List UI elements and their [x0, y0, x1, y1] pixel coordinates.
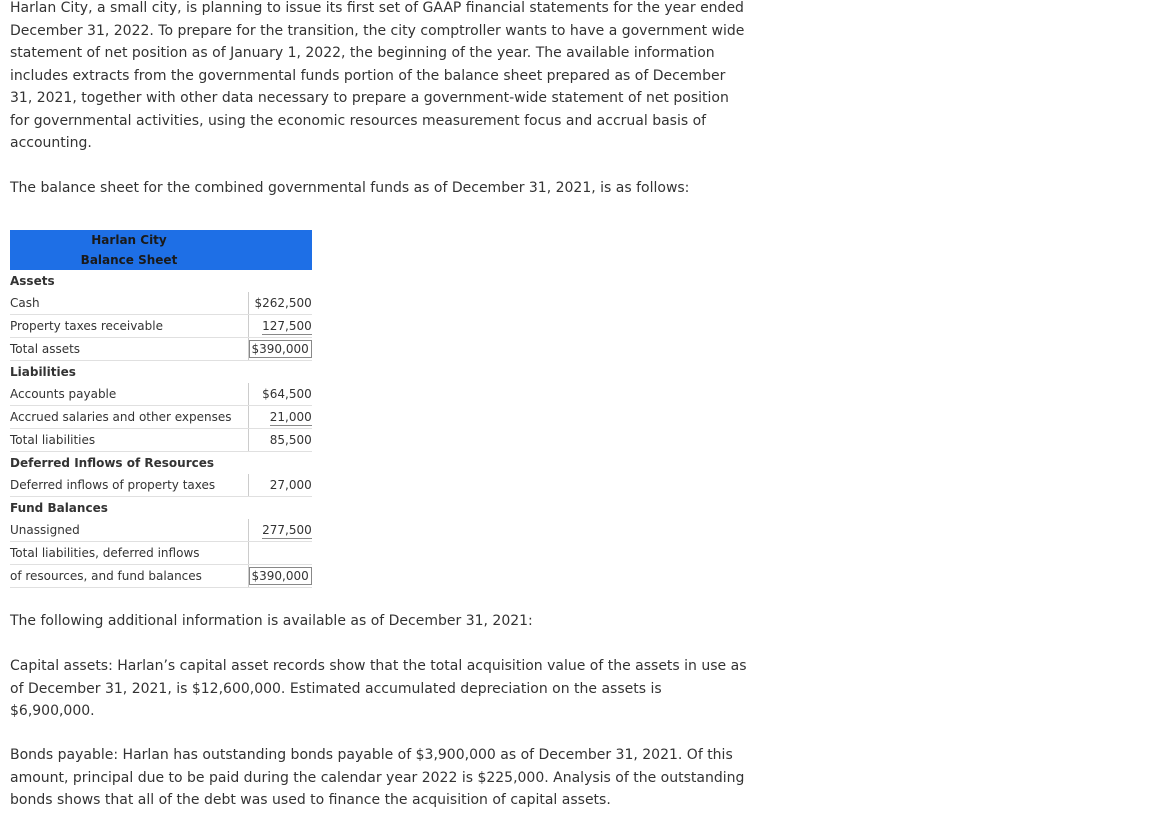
- section-deferred-inflows: Deferred Inflows of Resources: [10, 456, 215, 470]
- row-label: Property taxes receivable: [10, 315, 248, 338]
- table-row: [10, 292, 312, 315]
- row-label: Deferred inflows of property taxes: [10, 474, 248, 497]
- row-value: $64,500: [262, 387, 312, 401]
- table-row: [10, 542, 312, 565]
- row-value: 85,500: [269, 433, 312, 447]
- table-title: Harlan City: [10, 230, 248, 250]
- row-label: Total liabilities: [10, 429, 248, 452]
- row-value: $262,500: [254, 296, 312, 310]
- table-row: [10, 338, 312, 361]
- table-row: [10, 315, 312, 338]
- row-value: 27,000: [269, 478, 312, 492]
- capital-assets-paragraph: Capital assets: Harlan’s capital asset records show that the total acquisition value of the assets in use as of December 31, 2021, is $12,600,000. Estimated accumulated depreciation on the assets is $6,900,000.: [10, 658, 747, 719]
- section-fund-balances: Fund Balances: [10, 501, 108, 515]
- bonds-payable-paragraph: Bonds payable: Harlan has outstanding bonds payable of $3,900,000 as of December 31, 2021. Of this amount, principal due to be paid during the calendar year 2022 is $225,000. Analysis of the outstanding bonds shows that all of the debt was used to finance the acquisition of capital assets.: [10, 747, 745, 808]
- row-label: Total liabilities, deferred inflows: [10, 542, 248, 565]
- balance-sheet-table: [10, 230, 312, 588]
- additional-info-heading: The following additional information is available as of December 31, 2021:: [10, 613, 533, 629]
- row-value: 277,500: [262, 523, 312, 537]
- row-value: 127,500: [262, 319, 312, 333]
- row-value: $390,000: [249, 567, 312, 585]
- row-label: Accounts payable: [10, 383, 248, 406]
- row-value: 21,000: [269, 410, 312, 424]
- table-row: [10, 519, 312, 542]
- balance-sheet-intro: The balance sheet for the combined governmental funds as of December 31, 2021, is as follows:: [10, 180, 690, 196]
- row-label: Unassigned: [10, 519, 248, 542]
- table-row: [10, 565, 312, 588]
- table-row: [10, 429, 312, 452]
- row-value: $390,000: [249, 340, 312, 358]
- intro-paragraph: Harlan City, a small city, is planning to issue its first set of GAAP financial statements for the year ended December 31, 2022. To prepare for the transition, the city comptroller wants to have a government wide statement of net position as of January 1, 2022, the beginning of the year. The available information includes extracts from the governmental funds portion of the balance sheet prepared as of December 31, 2021, together with other data necessary to prepare a government-wide statement of net position for governmental activities, using the economic resources measurement focus and accrual basis of accounting.: [10, 0, 745, 151]
- row-label: Cash: [10, 292, 248, 315]
- section-liabilities: Liabilities: [10, 365, 76, 379]
- table-row: [10, 406, 312, 429]
- row-label: Accrued salaries and other expenses: [10, 406, 248, 429]
- table-subtitle: Balance Sheet: [10, 250, 248, 270]
- section-assets: Assets: [10, 274, 55, 288]
- row-label: of resources, and fund balances: [10, 565, 248, 588]
- row-label: Total assets: [10, 338, 248, 361]
- table-row: [10, 383, 312, 406]
- table-row: [10, 474, 312, 497]
